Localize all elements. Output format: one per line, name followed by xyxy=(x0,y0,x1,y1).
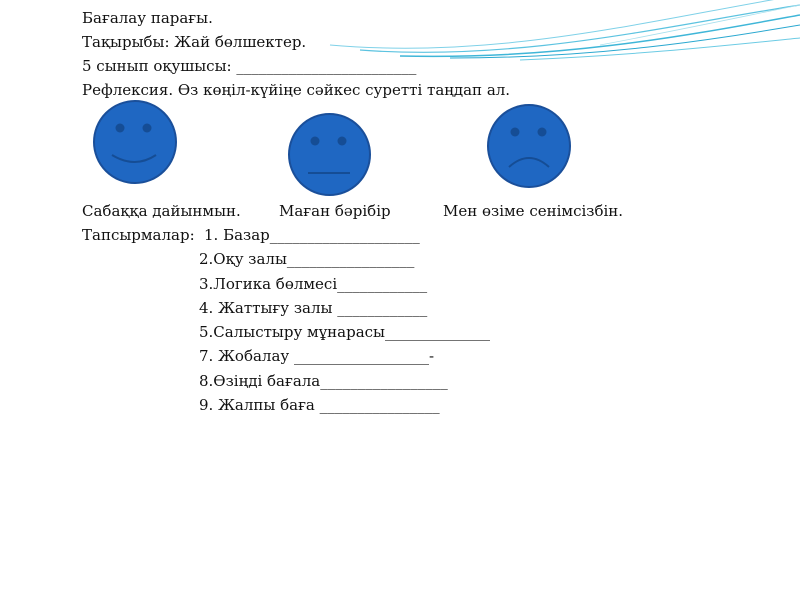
face-label-indifferent: Маған бәрібір xyxy=(279,202,391,220)
sad-face-icon[interactable] xyxy=(486,103,572,189)
task-item[interactable]: 1. Базар____________________ xyxy=(204,226,420,244)
student-field: 5 сынып оқушысы: ________________________ xyxy=(82,57,417,75)
tasks-label: Тапсырмалар: xyxy=(82,226,195,244)
task-item[interactable]: 2.Оқу залы_________________ xyxy=(199,250,415,268)
reflection-instruction: Рефлексия. Өз көңіл-күйіңе сәйкес суретті таңдап ал. xyxy=(82,81,511,99)
happy-face-icon[interactable] xyxy=(92,99,178,185)
sheet-title: Бағалау парағы. xyxy=(82,9,213,27)
neutral-face-icon[interactable] xyxy=(287,112,372,197)
task-item[interactable]: 8.Өзіңді бағала_________________ xyxy=(199,372,448,390)
face-label-ready: Сабаққа дайынмын. xyxy=(82,202,241,220)
sheet-topic: Тақырыбы: Жай бөлшектер. xyxy=(82,33,307,51)
task-item[interactable]: 4. Жаттығу залы ____________ xyxy=(199,299,428,317)
task-item[interactable]: 9. Жалпы баға ________________ xyxy=(199,396,440,414)
task-item[interactable]: 7. Жобалау __________________- xyxy=(199,347,435,365)
task-item[interactable]: 5.Салыстыру мұнарасы______________ xyxy=(199,323,490,341)
task-item[interactable]: 3.Логика бөлмесі____________ xyxy=(199,275,428,293)
face-label-unsure: Мен өзіме сенімсізбін. xyxy=(443,202,624,220)
